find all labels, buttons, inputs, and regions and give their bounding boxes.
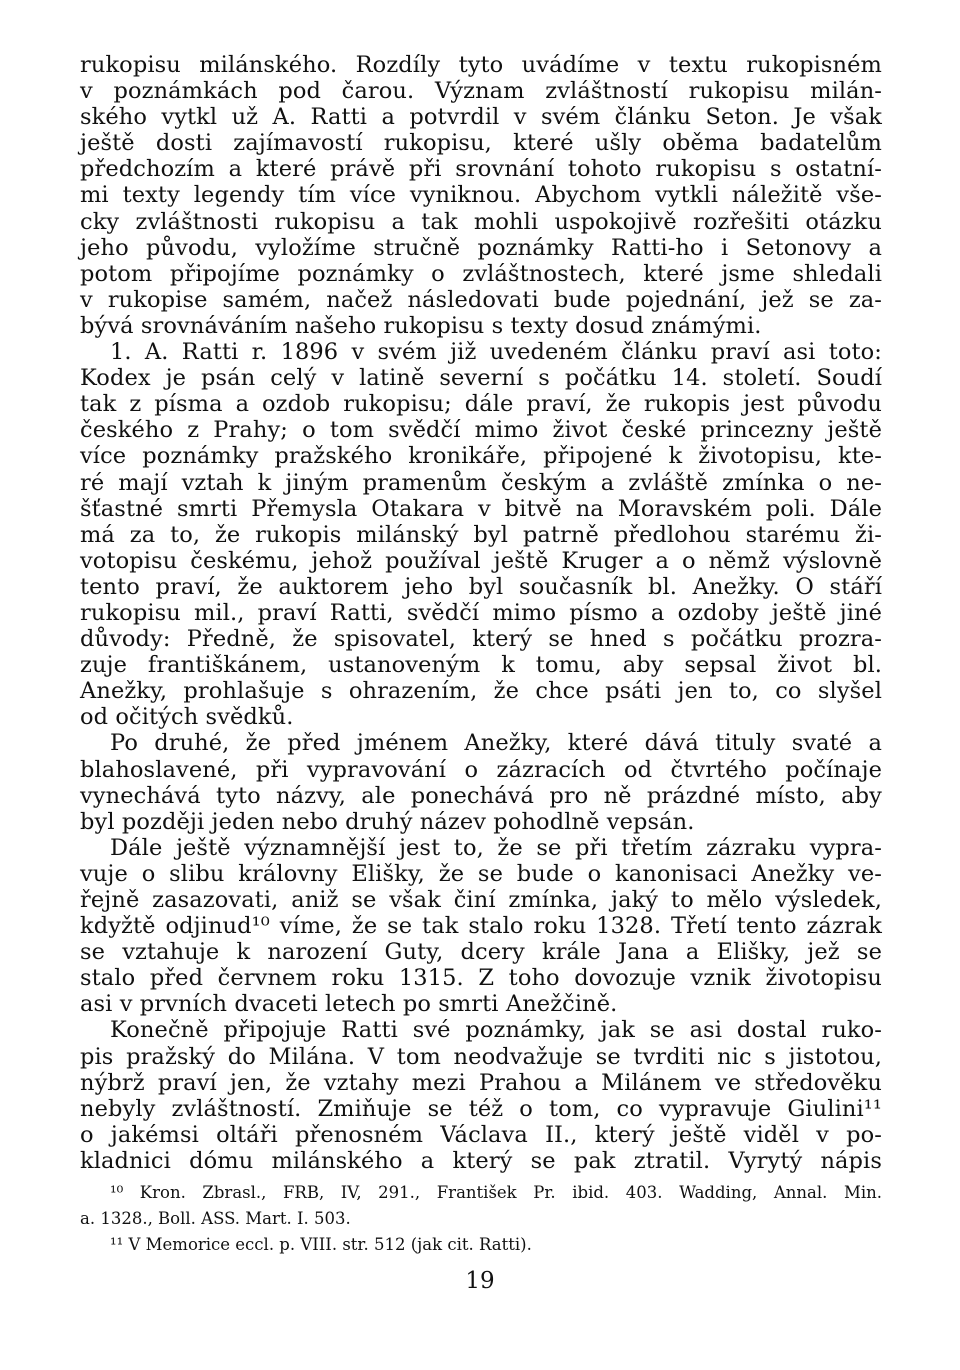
- text-line: rukopisu mil., praví Ratti, svědčí mimo písmo a ozdoby ještě jiné: [80, 599, 882, 626]
- text-line: ré mají vztah k jiným pramenům českým a zvláště zmínka o ne-: [80, 469, 882, 496]
- text-line: nýbrž praví jen, že vztahy mezi Prahou a Milánem ve středověku: [80, 1069, 882, 1096]
- text-line: ského vytkl už A. Ratti a potvrdil v svém článku Seton. Je však: [80, 104, 882, 131]
- footnotes: [80, 1180, 882, 1258]
- text-line: kladnici dómu milánského a který se pak ztratil. Vyrytý nápis: [80, 1147, 882, 1174]
- text-line: předchozím a které právě při srovnání tohoto rukopisu s ostatní-: [80, 156, 882, 183]
- text-line: zuje františkánem, ustanoveným k tomu, aby sepsal život bl.: [80, 652, 882, 679]
- text-line: řejně zasazovati, aniž se však činí zmínka, jaký to mělo výsledek,: [80, 887, 882, 913]
- text-line: šťastné smrti Přemysla Otakara v bitvě na Moravském poli. Dále: [80, 495, 882, 522]
- text-line: mi texty legendy tím více vyniknou. Abychom vytkli náležitě vše-: [80, 182, 882, 209]
- text-line: asi v prvních dvaceti letech po smrti Anežčině.: [80, 991, 618, 1018]
- footnote-line: ¹⁰ Kron. Zbrasl., FRB, IV, 291., František Pr. ibid. 403. Wadding, Annal. Min.: [110, 1183, 882, 1202]
- footnote-line: a. 1328., Boll. ASS. Mart. I. 503.: [80, 1209, 351, 1228]
- text-line: důvody: Předně, že spisovatel, který se hned s počátku prozra-: [80, 626, 882, 653]
- text-line: vynechává tyto názvy, ale ponechává pro ně prázdné místo, aby: [80, 782, 882, 809]
- text-line: 1. A. Ratti r. 1896 v svém již uvedeném článku praví asi toto:: [110, 339, 882, 366]
- text-line: má za to, že rukopis milánský byl patrně předlohou starému ži-: [80, 521, 882, 548]
- text-line: kdyžtě odjinud¹⁰ víme, že se tak stalo roku 1328. Třetí tento zázrak: [80, 913, 882, 940]
- text-line: v rukopise samém, načež následovati bude pojednání, jež se za-: [80, 286, 882, 313]
- text-line: Anežky, prohlašuje s ohrazením, že chce psáti jen to, co slyšel: [80, 678, 882, 705]
- text-line: votopisu českému, jehož používal ještě Kruger a o němž výslovně: [80, 547, 882, 574]
- text-line: od očitých svědků.: [80, 704, 294, 731]
- text-line: rukopisu milánského. Rozdíly tyto uvádíme v textu rukopisném: [80, 52, 882, 78]
- text-line: českého z Prahy; o tom svědčí mimo život české princezny ještě: [80, 417, 882, 444]
- main-text: [80, 52, 882, 1174]
- text-line: nebyly zvláštností. Zmiňuje se též o tom, co vypravuje Giulini¹¹: [80, 1095, 882, 1122]
- page-number: 19: [465, 1268, 495, 1294]
- text-line: se vztahuje k narození Guty, dcery krále Jana a Elišky, jež se: [80, 939, 882, 966]
- text-line: jeho původu, vyložíme stručně poznámky Ratti-ho i Setonovy a: [80, 234, 882, 261]
- text-line: pis pražský do Milána. V tom neodvažuje se tvrditi nic s jistotou,: [80, 1043, 882, 1070]
- text-line: tento praví, že auktorem jeho byl současník bl. Anežky. O stáří: [80, 573, 882, 600]
- text-line: byl později jeden nebo druhý název pohodlně vepsán.: [80, 808, 695, 835]
- text-line: stalo před červnem roku 1315. Z toho dovozuje vznik životopisu: [80, 965, 882, 992]
- text-line: více poznámky pražského kronikáře, připojené k životopisu, kte-: [80, 443, 882, 470]
- text-line: o jakémsi oltáři přenosném Václava II., který ještě viděl v po-: [80, 1121, 882, 1148]
- text-line: bývá srovnáváním našeho rukopisu s texty dosud známými.: [80, 312, 762, 339]
- text-line: tak z písma a ozdob rukopisu; dále praví, že rukopis jest původu: [80, 391, 882, 418]
- text-line: blahoslavené, při vypravování o zázracích od čtvrtého počínaje: [80, 756, 882, 783]
- text-line: vuje o slibu královny Elišky, že se bude o kanonisaci Anežky ve-: [80, 860, 882, 887]
- text-line: Dále ještě významnější jest to, že se při třetím zázraku vypra-: [110, 834, 882, 861]
- text-line: Kodex je psán celý v latině severní s počátku 14. století. Soudí: [80, 365, 882, 392]
- text-line: cky zvláštnosti rukopisu a tak mohli uspokojivě rozřešiti otázku: [80, 208, 882, 235]
- text-line: v poznámkách pod čarou. Význam zvláštností rukopisu milán-: [80, 78, 882, 105]
- footnote-line: ¹¹ V Memorice eccl. p. VIII. str. 512 (jak cit. Ratti).: [110, 1235, 532, 1254]
- text-line: Konečně připojuje Ratti své poznámky, jak se asi dostal ruko-: [110, 1017, 882, 1044]
- text-line: Po druhé, že před jménem Anežky, které dává tituly svaté a: [110, 730, 882, 757]
- text-line: potom připojíme poznámky o zvláštnostech, které jsme shledali: [80, 260, 882, 287]
- text-line: ještě dosti zajímavostí rukopisu, které ušly oběma badatelům: [80, 130, 882, 157]
